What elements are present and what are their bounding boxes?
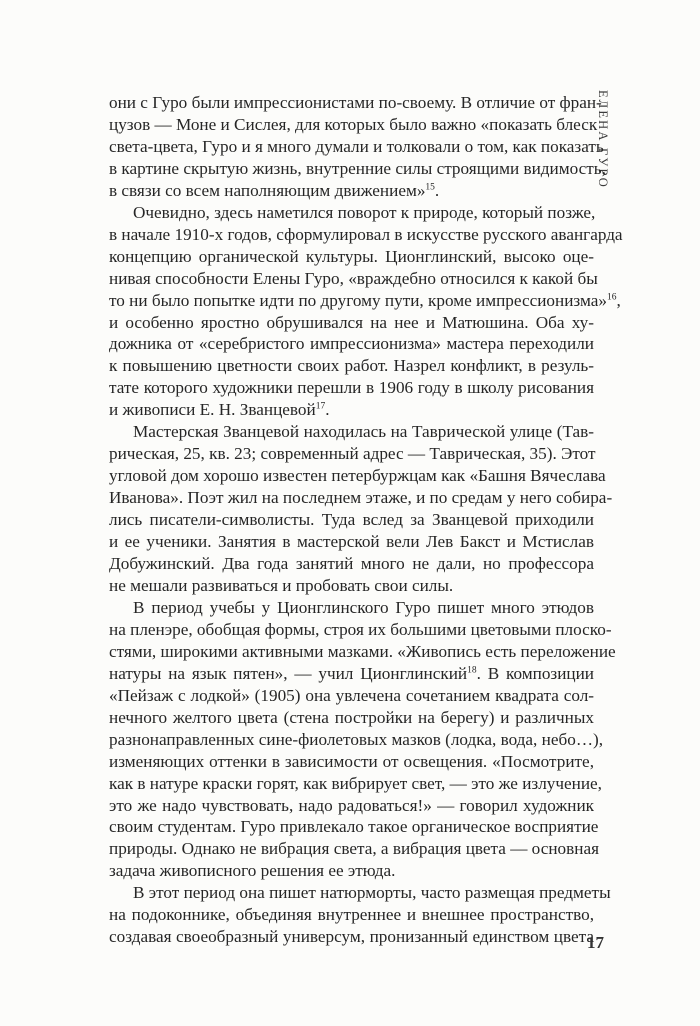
text-line <box>109 202 594 224</box>
line-text: света-цвета, Гуро и я много думали и толковали о том, как показать <box>109 136 604 156</box>
line-text: разнонаправленных сине-фиолетовых мазков (лодка, вода, небо…), <box>109 729 604 749</box>
line-text: на подоконнике, объединяя внутреннее и внешнее пространство, <box>109 905 594 925</box>
line-text: нечного желтого цвета (стена постройки на берегу) и различных <box>109 707 594 727</box>
text-line <box>109 465 606 487</box>
line-text: в связи со всем наполняющим движением» <box>109 180 426 200</box>
text-line <box>109 707 594 729</box>
paragraph <box>109 202 623 422</box>
line-text: тате которого художники перешли в 1906 году в школу рисования <box>109 378 594 398</box>
text-line <box>109 399 594 421</box>
text-line <box>109 860 594 882</box>
footnote-ref[interactable]: 16 <box>606 291 617 302</box>
line-text: дожника от «серебристого импрессионизма» мастера переходили <box>109 334 594 354</box>
line-text: Добужинский. Два года занятий много не дали, но профессора <box>109 554 594 574</box>
line-text: своим студентам. Гуро привлекало такое органическое восприятие <box>109 817 599 837</box>
line-text: нивая способности Елены Гуро, «враждебно относился к какой бы <box>109 268 598 288</box>
text-line <box>109 312 594 334</box>
line-text: угловой дом хорошо известен петербуржцам как «Башня Вячеслава <box>109 466 606 486</box>
line-text: рическая, 25, кв. 23; современный адрес — Таврическая, 35). Этот <box>109 444 596 464</box>
line-text: и живописи Е. Н. Званцевой <box>109 400 316 420</box>
line-text-tail: . <box>325 400 330 420</box>
line-text: натуры на язык пятен», — учил Ционглинский <box>109 663 468 683</box>
line-text: к повышению цветности своих работ. Назрел конфликт, в резуль- <box>109 356 594 376</box>
text-line <box>109 795 594 817</box>
text-line <box>109 421 594 443</box>
text-line <box>109 729 604 751</box>
line-text: это же надо чувствовать, надо радоваться!» — говорил художник <box>109 795 594 815</box>
text-line <box>109 575 594 597</box>
text-line <box>109 180 594 202</box>
text-line <box>109 882 611 904</box>
line-text: Очевидно, здесь наметился поворот к природе, который позже, <box>133 202 596 222</box>
text-line <box>109 773 602 795</box>
text-line <box>109 553 594 575</box>
text-line <box>109 751 594 773</box>
text-line <box>109 619 612 641</box>
line-text: не мешали развиваться и пробовать свои силы. <box>109 575 454 595</box>
line-text: Мастерская Званцевой находилась на Таврической улице (Тав- <box>133 422 594 442</box>
text-line <box>109 158 606 180</box>
running-head: ЕЛЕНА ГУРО <box>596 90 610 189</box>
line-text: природы. Однако не вибрация света, а вибрация цвета — основная <box>109 839 599 859</box>
text-line <box>109 663 594 685</box>
line-text: и особенно яростно обрушивался на нее и Матюшина. Оба ху- <box>109 312 594 332</box>
line-text: стями, широкими активными мазками. «Живопись есть переложение <box>109 641 616 661</box>
text-line <box>109 531 594 553</box>
line-text-tail: , <box>616 290 621 310</box>
page-number: 17 <box>587 933 604 952</box>
text-line <box>109 355 594 377</box>
text-line <box>109 114 598 136</box>
line-text: задача живописного решения ее этюда. <box>109 861 396 881</box>
line-text: они с Гуро были импрессионистами по-своему. В отличие от фран- <box>109 93 602 112</box>
text-line <box>109 641 616 663</box>
text-line <box>109 509 594 531</box>
text-line <box>109 926 594 948</box>
text-line <box>109 136 604 158</box>
text-line <box>109 333 594 355</box>
line-text: в начале 1910-х годов, сформулировал в искусстве русского авангарда <box>109 224 623 244</box>
line-text: В период учебы у Ционглинского Гуро пишет много этюдов <box>133 597 594 617</box>
line-text: Иванова». Поэт жил на последнем этаже, и по средам у него собира- <box>109 488 613 508</box>
line-text: цузов — Моне и Сислея, для которых было важно «показать блеск <box>109 114 598 134</box>
line-text: В этот период она пишет натюрморты, часто размещая предметы <box>133 883 611 903</box>
line-text: на пленэре, обобщая формы, строя их большими цветовыми плоско- <box>109 619 612 639</box>
footnote-ref[interactable]: 17 <box>315 401 326 412</box>
line-text: то ни было попытке идти по другому пути, кроме импрессионизма» <box>109 290 607 310</box>
line-text-tail: . В композиции <box>476 663 594 683</box>
text-line <box>109 268 598 290</box>
text-line <box>109 377 594 399</box>
line-text: лись писатели-символисты. Туда вслед за Званцевой приходили <box>109 510 594 530</box>
footnote-ref[interactable]: 15 <box>425 182 435 193</box>
line-text-tail: . <box>434 180 440 200</box>
line-text: «Пейзаж с лодкой» (1905) она увлечена сочетанием квадрата сол- <box>109 685 594 705</box>
text-line <box>109 685 594 707</box>
footnote-ref[interactable]: 18 <box>467 665 477 676</box>
text-line <box>109 816 599 838</box>
text-line <box>109 246 594 268</box>
text-line <box>109 904 594 926</box>
text-line <box>109 92 602 114</box>
line-text: создавая своеобразный универсум, пронизанный единством цвета <box>109 927 594 947</box>
text-line <box>109 224 623 246</box>
line-text: и ее ученики. Занятия в мастерской вели Лев Бакст и Мстислав <box>109 532 594 552</box>
text-line <box>109 838 599 860</box>
line-text: в картине скрытую жизнь, внутренние силы строящими видимость, <box>109 158 606 178</box>
text-line <box>109 597 594 619</box>
text-line <box>109 487 613 509</box>
text-line <box>109 443 594 465</box>
text-line <box>109 290 621 312</box>
paragraph <box>109 421 613 597</box>
line-text: изменяющих оттенки в зависимости от освещения. «Посмотрите, <box>109 751 594 771</box>
paragraph <box>109 597 616 882</box>
line-text: концепцию органической культуры. Ционглинский, высоко оце- <box>109 246 594 266</box>
line-text: как в натуре краски горят, как вибрирует свет, — это же излучение, <box>109 773 602 793</box>
